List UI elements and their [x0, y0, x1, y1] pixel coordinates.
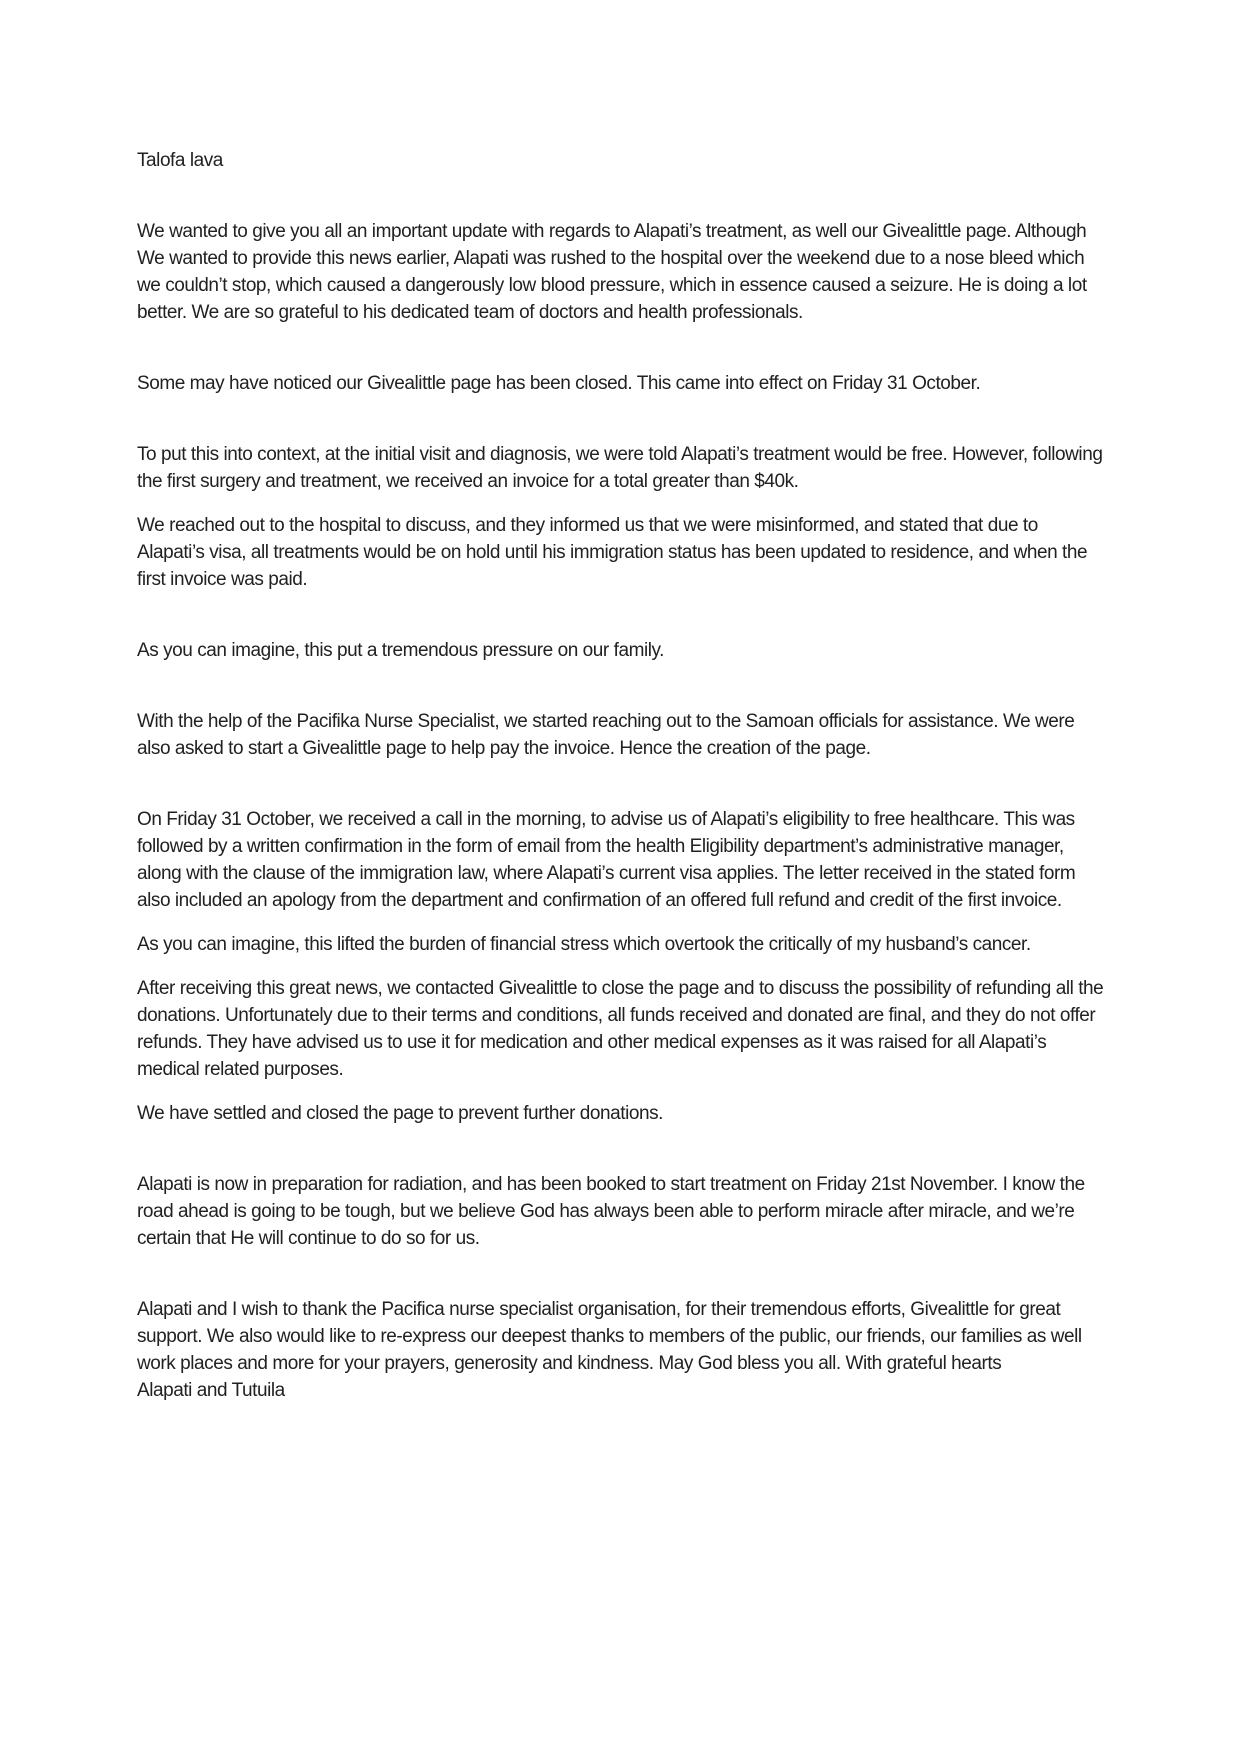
- paragraph-eligibility-confirmation: On Friday 31 October, we received a call in the morning, to advise us of Alapati’s eligibility to free healthcare. This was followed by a written confirmation in the form of email from the health Eligibility department’s administrative manager, along with the clause of the immigration law, where Alapati’s current visa applies. The letter received in the stated form also included an apology from the department and confirmation of an offered full refund and credit of the first invoice.: [137, 809, 1076, 911]
- paragraph-gratitude-text: Alapati and I wish to thank the Pacifica nurse specialist organisation, for their tremendous efforts, Givealittle for great support. We also would like to re-express our deepest thanks to members of the public, our friends, our families as well work places and more for your prayers, generosity and kindness. May God bless you all. With grateful hearts: [137, 1299, 1082, 1374]
- paragraph-hospital-response: We reached out to the hospital to discuss, and they informed us that we were misinformed, and stated that due to Alapati’s visa, all treatments would be on hold until his immigration status has been updated to residence, and when the first invoice was paid.: [137, 515, 1088, 590]
- paragraph-context-invoice: To put this into context, at the initial visit and diagnosis, we were told Alapati’s treatment would be free. However, following the first surgery and treatment, we received an invoice for a total greater than $40k.: [137, 444, 1103, 492]
- paragraph-page-settled: We have settled and closed the page to prevent further donations.: [137, 1103, 663, 1124]
- signature-line: Alapati and Tutuila: [137, 1380, 285, 1401]
- paragraph-nurse-specialist: With the help of the Pacifika Nurse Specialist, we started reaching out to the Samoan officials for assistance. We were also asked to start a Givealittle page to help pay the invoice. Hence the creation of the page.: [137, 711, 1075, 759]
- paragraph-refund-policy: After receiving this great news, we contacted Givealittle to close the page and to discuss the possibility of refunding all the donations. Unfortunately due to their terms and conditions, all funds received and donated are final, and they do not offer refunds. They have advised us to use it for medication and other medical expenses as it was raised for all Alapati’s medical related purposes.: [137, 978, 1104, 1080]
- salutation: Talofa lava: [137, 150, 223, 171]
- paragraph-family-pressure: As you can imagine, this put a tremendous pressure on our family.: [137, 640, 664, 661]
- paragraph-page-closed: Some may have noticed our Givealittle page has been closed. This came into effect on Friday 31 October.: [137, 373, 981, 394]
- paragraph-treatment-update: We wanted to give you all an important update with regards to Alapati’s treatment, as well our Givealittle page. Although We wanted to provide this news earlier, Alapati was rushed to the hospital over the weekend due to a nose bleed which we couldn’t stop, which caused a dangerously low blood pressure, which in essence caused a seizure. He is doing a lot better. We are so grateful to his dedicated team of doctors and health professionals.: [137, 221, 1087, 323]
- paragraph-gratitude: [137, 1296, 1104, 1404]
- paragraph-radiation-plan: Alapati is now in preparation for radiation, and has been booked to start treatment on Friday 21st November. I know the road ahead is going to be tough, but we believe God has always been able to perform miracle after miracle, and we’re certain that He will continue to do so for us.: [137, 1174, 1085, 1249]
- paragraph-financial-relief: As you can imagine, this lifted the burden of financial stress which overtook the critically of my husband’s cancer.: [137, 934, 1031, 955]
